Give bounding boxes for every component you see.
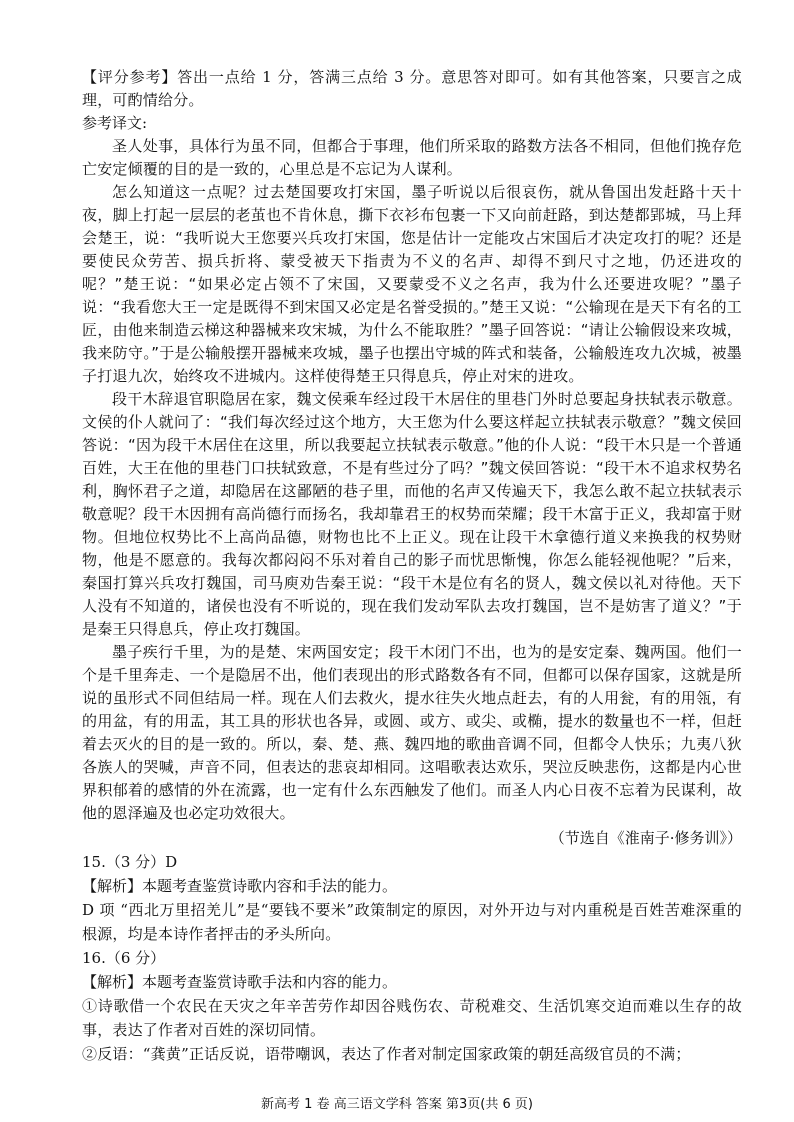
q15-analysis-label: 【解析】 (82, 877, 143, 895)
page-footer: 新高考 1 卷 高三语文学科 答案 第3页(共 6 页) (261, 1097, 533, 1112)
q16-analysis-text: 本题考查鉴赏诗歌手法和内容的能力。 (142, 973, 398, 991)
q15-analysis (82, 874, 742, 898)
q15-option-d: D 项 “西北万里招羌儿”是“要钱不要米”政策制定的原因，对外开边与对内重税是百姓苦难深重的根源，均是本诗作者抨击的矛头所向。 (82, 901, 742, 943)
q16-heading: 16.（6 分） (82, 949, 166, 967)
translation-paragraph-1: 圣人处事，具体行为虽不同，但都合于事理，他们所采取的路数方法各不相同，但他们挽存危亡安定倾覆的目的是一致的，心里总是不忘记为人谋利。 (82, 137, 742, 178)
q15-heading: 15.（3 分）D (82, 853, 178, 871)
translation-paragraph-4: 墨子疾行千里，为的是楚、宋两国安定；段干木闭门不出，也为的是安定秦、魏两国。他们一个是千里奔走、一个是隐居不出，他们表现出的形式路数各有不同，但都可以保存国家，这就是所说的虽形式不同但结局一样。现在人们去救火，提水往失火地点赶去，有的人用瓮，有的用瓴，有的用盆，有的用盂，其工具的形状也各异，或圆、或方、或尖、或椭，提水的数量也不一样，但赶着去灭火的目的是一致的。所以，秦、楚、燕、魏四地的歌曲音调不同，但都令人快乐；九夷八狄各族人的哭喊，声音不同，但表达的悲哀却相同。这唱歌表达欢乐，哭泣反映悲伤，这都是内心世界积郁着的感情的外在流露，也一定有什么东西触发了他们。而圣人内心日夜不忘着为民谋利，故他的恩泽遍及也必定功效很大。 (82, 643, 742, 822)
translation-paragraph-2: 怎么知道这一点呢？过去楚国要攻打宋国，墨子听说以后很哀伤，就从鲁国出发赶路十天十夜，脚上打起一层层的老茧也不肯休息，撕下衣衫布包裹一下又向前赶路，到达楚都郢城，马上拜会楚王，说：“我听说大王您要兴兵攻打宋国，您是估计一定能攻占宋国后才决定攻打的呢？还是要使民众劳苦、损兵折将、蒙受被天下指责为不义的名声、却得不到尺寸之地，仍还进攻的呢？”楚王说：“如果必定占领不了宋国，又要蒙受不义之名声，我为什么还要进攻呢？”墨子说：“我看您大王一定是既得不到宋国又必定是名誉受损的。”楚王又说：“公输现在是天下有名的工匠，由他来制造云梯这种器械来攻宋城，为什么不能取胜？”墨子回答说：“请让公输假设来攻城，我来防守。”于是公输般摆开器械来攻城，墨子也摆出守城的阵式和装备，公输般连攻九次城，被墨子打退九次，始终攻不进城内。这样使得楚王只得息兵，停止对宋的进攻。 (82, 183, 742, 385)
q16-analysis-label: 【解析】 (82, 973, 143, 991)
scoring-text: 答出一点给 1 分，答满三点给 3 分。意思答对即可。如有其他答案，只要言之成理，可酌情给分。 (82, 68, 743, 109)
q16-analysis (82, 970, 742, 994)
q16-point-1: ①诗歌借一个农民在天灾之年辛苦劳作却因谷贱伤农、苛税难交、生活饥寒交迫而难以生存的故事，表达了作者对百姓的深切同情。 (82, 997, 742, 1039)
translation-heading: 参考译文: (82, 114, 148, 132)
answer-page (82, 66, 742, 1066)
scoring-label: 【评分参考】 (82, 68, 178, 86)
q15-analysis-text: 本题考查鉴赏诗歌内容和手法的能力。 (142, 877, 398, 895)
translation-paragraph-3: 段干木辞退官职隐居在家，魏文侯乘车经过段干木居住的里巷门外时总要起身扶轼表示敬意。文侯的仆人就问了：“我们每次经过这个地方，大王您为什么要这样起立扶轼表示敬意？”魏文侯回答说：“因为段干木居住在这里，所以我要起立扶轼表示敬意。”他的仆人说：“段干木只是一个普通百姓，大王在他的里巷门口扶轼致意，不是有些过分了吗？”魏文侯回答说：“段干木不追求权势名利，胸怀君子之道，却隐居在这鄙陋的巷子里，而他的名声又传遍天下，我怎么敢不起立扶轼表示敬意呢？段干木因拥有高尚德行而扬名，我却靠君王的权势而荣耀；段干木富于正义，我却富于财物。但地位权势比不上高尚品德，财物也比不上正义。现在让段干木拿德行道义来换我的权势财物，他是不愿意的。我每次都闷闷不乐对着自己的影子而忧思惭愧，你怎么能轻视他呢？”后来，秦国打算兴兵攻打魏国，司马庾劝告秦王说：“段干木是位有名的贤人，魏文侯以礼对待他。天下人没有不知道的，诸侯也没有不听说的，现在我们发动军队去攻打魏国，岂不是妨害了道义？”于是秦王只得息兵，停止攻打魏国。 (82, 390, 742, 638)
q16-point-2: ②反语：“龚黄”正话反说，语带嘲讽，表达了作者对制定国家政策的朝廷高级官员的不满； (82, 1045, 691, 1063)
scoring-note (82, 66, 742, 112)
source-citation: （节选自《淮南子·修务训》） (549, 829, 742, 847)
